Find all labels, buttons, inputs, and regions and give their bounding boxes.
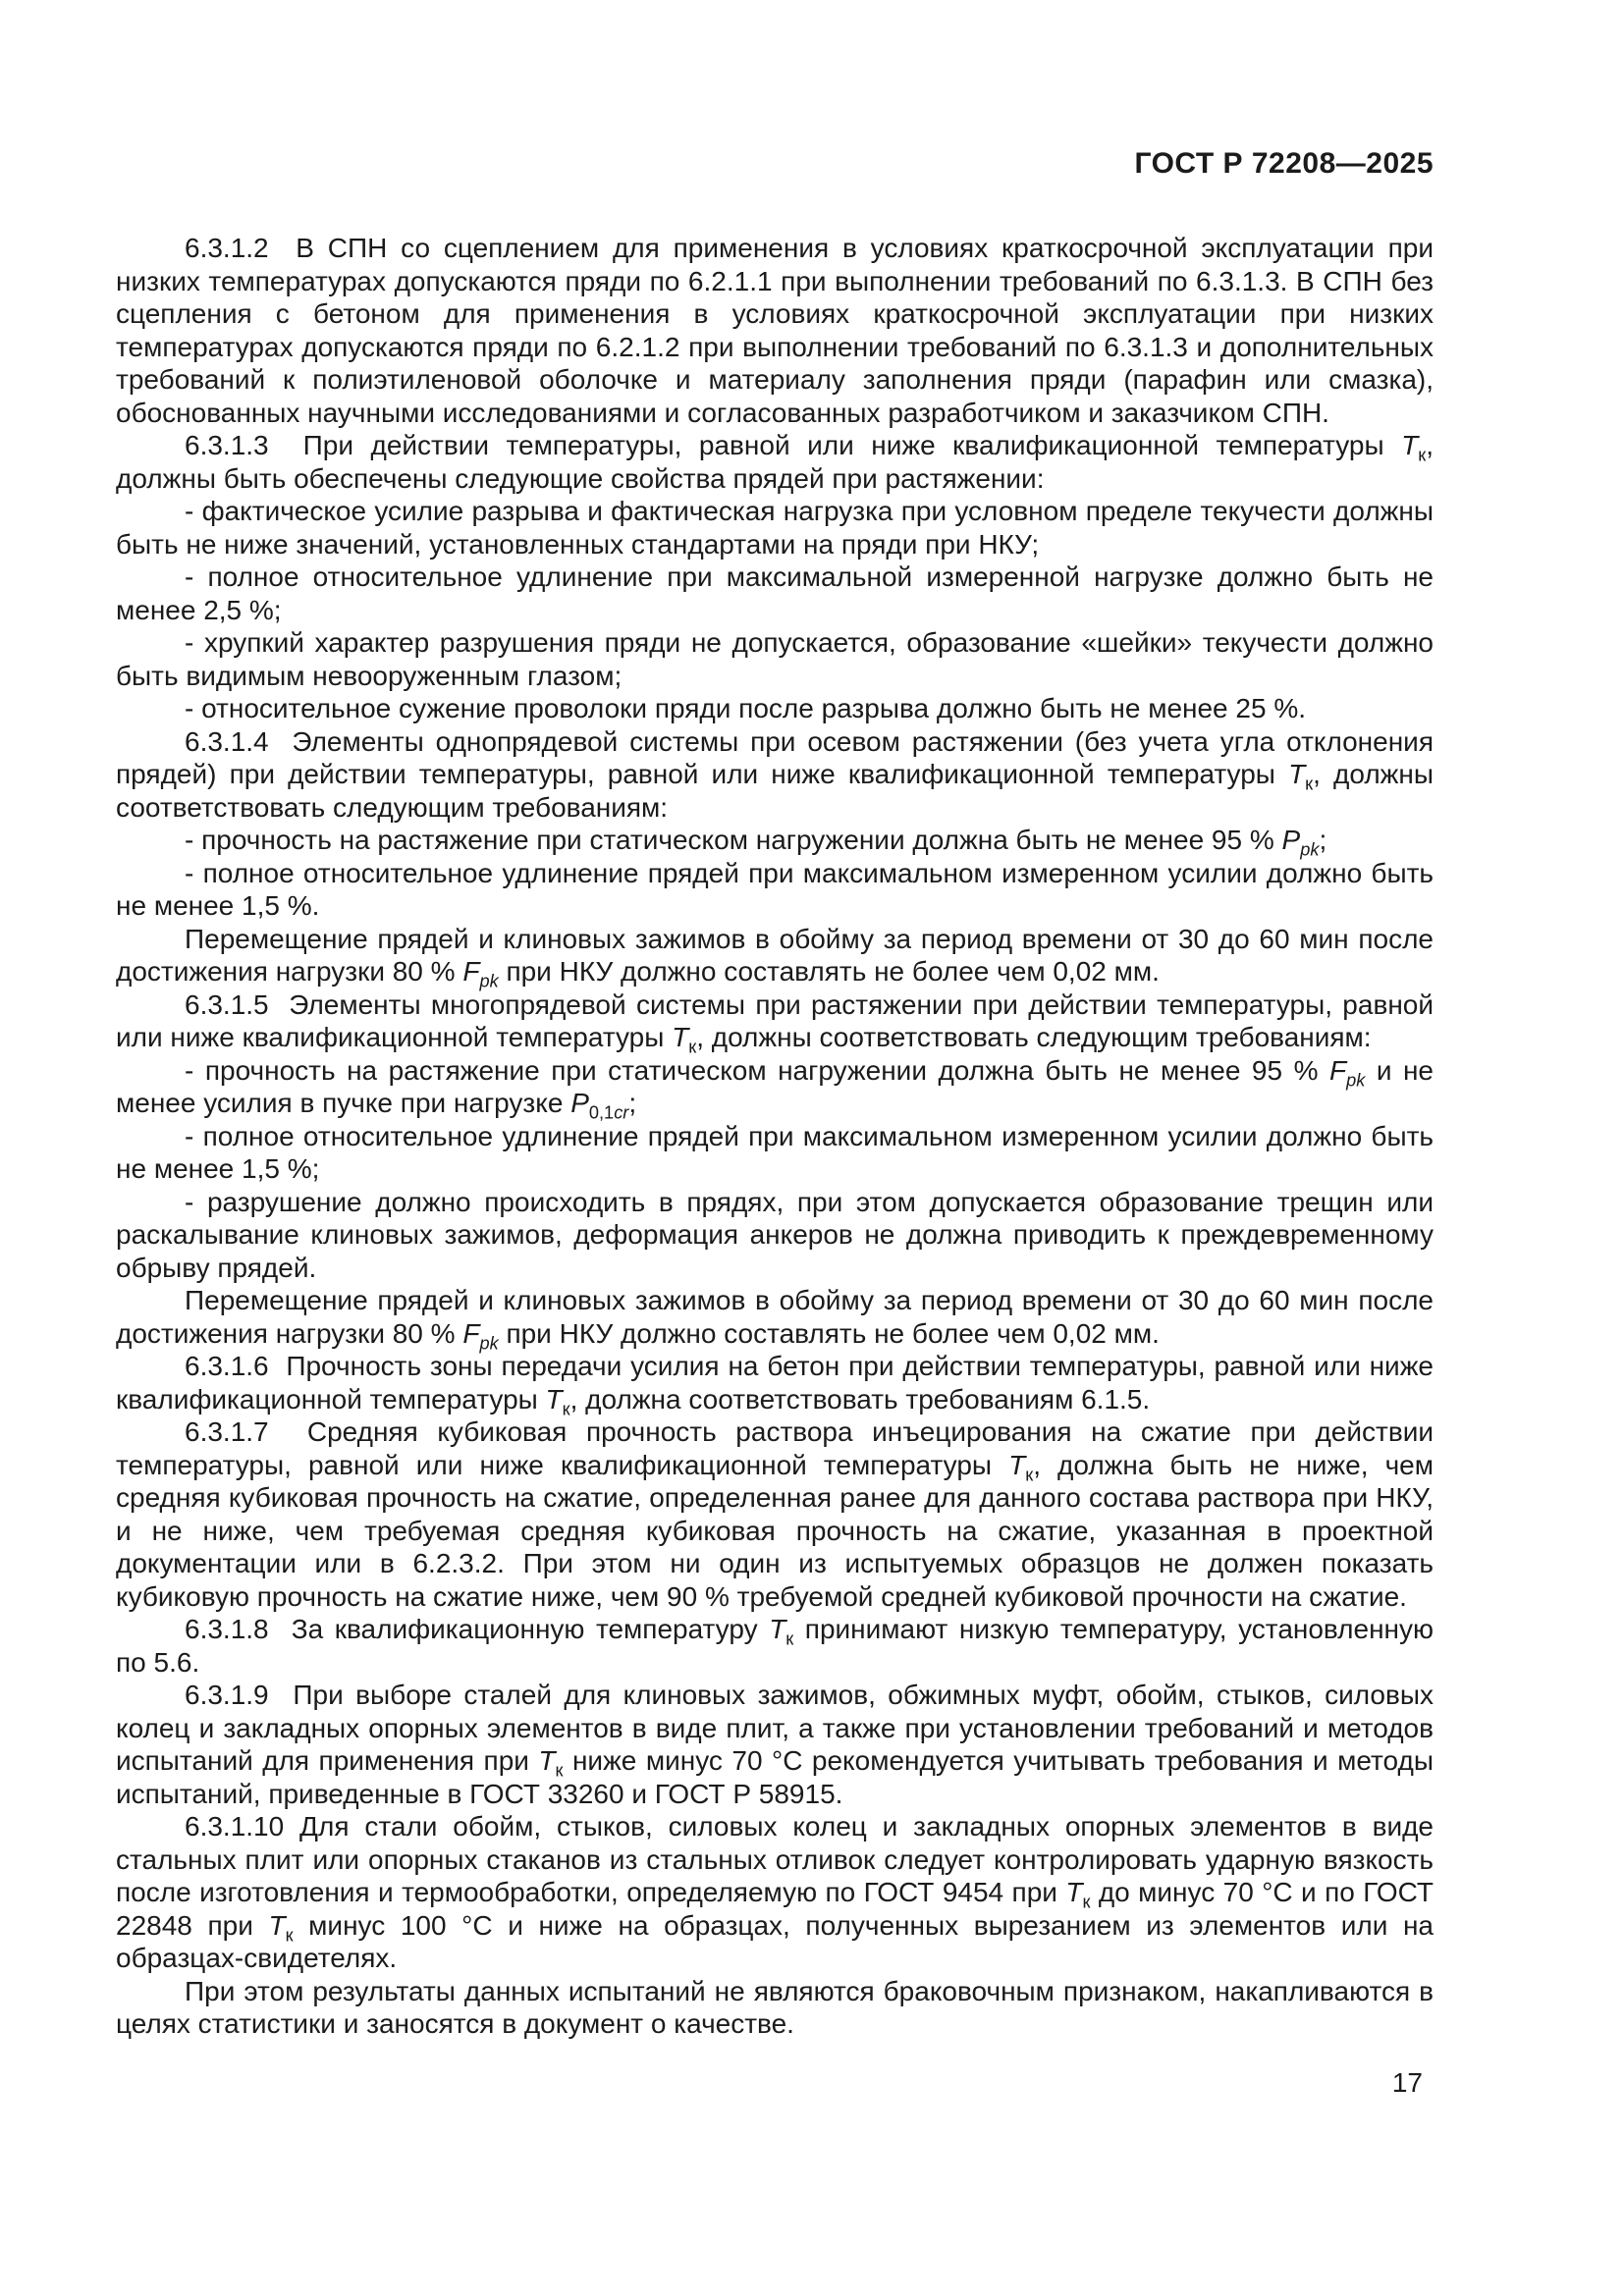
- math-symbol: F: [462, 956, 480, 987]
- math-subscript: к: [562, 1399, 570, 1419]
- math-subscript: к: [285, 1925, 294, 1946]
- paragraph-6.3.1.4: [116, 725, 1434, 825]
- text-run: - относительное сужение проволоки пряди после разрыва должно быть не менее 25 %.: [185, 693, 1307, 723]
- math-symbol: P: [1281, 825, 1301, 855]
- paragraph-6.3.1.10: [116, 1810, 1434, 1975]
- text-run: - прочность на растяжение при статическом нагружении должна быть не менее 95 %: [185, 825, 1282, 855]
- text-run: 6.3.1.9 При выборе сталей для клиновых зажимов, обжимных муфт, обойм, стыков, силовых колец и закладных опорных элементов в виде плит, а также при установлении требований и методов испытаний для применения при: [116, 1680, 1434, 1776]
- math-symbol: Т: [1065, 1877, 1083, 1907]
- paragraph-6.3.1.3-item-2: [116, 561, 1434, 626]
- text-run: и не менее усилия в пучке при нагрузке: [116, 1054, 1435, 1118]
- text-run: до минус 70 °С и по ГОСТ 22848 при: [116, 1877, 1434, 1941]
- paragraph-6.3.1.3: [116, 429, 1434, 495]
- text-run: принимают низкую температуру, установленную по 5.6.: [116, 1614, 1434, 1678]
- paragraph-6.3.1.5-note: [116, 1284, 1434, 1354]
- text-run: , должна быть не ниже, чем средняя кубиковая прочность на сжатие, определенная ранее для данного состава раствора при НКУ, и не ниже, чем требуемая средняя кубиковая прочность на сжатие, указанная в проектной документации или в 6.2.3.2. При этом ни один из испытуемых образцов не должен показать кубиковую прочность на сжатие ниже, чем 90 % требуемой средней кубиковой прочности на сжатие.: [116, 1449, 1434, 1612]
- text-run: 6.3.1.6 Прочность зоны передачи усилия на бетон при действии температуры, равной или ниже квалификационной температуры: [116, 1351, 1434, 1415]
- text-run: - полное относительное удлинение прядей при максимальном измеренном усилии должно быть не менее 1,5 %;: [116, 1120, 1434, 1184]
- math-symbol: Т: [1288, 759, 1306, 789]
- page-number: 17: [1391, 2067, 1423, 2098]
- math-symbol: P: [570, 1088, 589, 1118]
- math-symbol: Т: [769, 1614, 786, 1644]
- paragraph-6.3.1.3-item-4: [116, 692, 1434, 725]
- math-symbol: Т: [538, 1745, 556, 1776]
- paragraph-6.3.1.3-item-3: [116, 626, 1434, 692]
- text-run: 6.3.1.4 Элементы однопрядевой системы при осевом растяжении (без учета угла отклонения прядей) при действии температуры, равной или ниже квалификационной температуры: [116, 725, 1434, 789]
- paragraph-6.3.1.4-item-1: [116, 824, 1434, 860]
- paragraph-6.3.1.10-note: [116, 1975, 1434, 2041]
- paragraph-6.3.1.5-item-2: [116, 1120, 1434, 1186]
- text-run: 6.3.1.5 Элементы многопрядевой системы при растяжении при действии температуры, равной или ниже квалификационной температуры: [116, 988, 1434, 1052]
- text-run: ;: [1319, 825, 1327, 855]
- math-subscript: к: [1305, 774, 1314, 794]
- text-run: 6.3.1.7 Средняя кубиковая прочность раствора инъецирования на сжатие при действии температуры, равной или ниже квалификационной температуры: [116, 1416, 1434, 1480]
- math-subscript: pk: [479, 971, 499, 991]
- paragraph-6.3.1.4-note: [116, 923, 1434, 991]
- math-subscript: к: [555, 1760, 564, 1781]
- text-run: , должны быть обеспечены следующие свойства прядей при растяжении:: [116, 430, 1434, 494]
- math-subscript: pk: [1300, 839, 1320, 860]
- paragraph-6.3.1.5: [116, 988, 1434, 1057]
- math-symbol: Т: [1401, 430, 1419, 460]
- text-run: , должны соответствовать следующим требованиям:: [696, 1022, 1372, 1052]
- text-run: , должна соответствовать требованиям 6.1.5.: [569, 1383, 1151, 1415]
- text-run: Перемещение прядей и клиновых зажимов в обойму за период времени от 30 до 60 мин после достижения нагрузки 80 %: [116, 923, 1434, 987]
- paragraph-6.3.1.7: [116, 1415, 1434, 1613]
- paragraph-6.3.1.6: [116, 1350, 1434, 1419]
- text-run: 6.3.1.3 При действии температуры, равной или ниже квалификационной температуры: [185, 430, 1402, 460]
- text-run: ниже минус 70 °С рекомендуется учитывать требования и методы испытаний, приведенные в ГОСТ 33260 и ГОСТ Р 58915.: [116, 1745, 1434, 1809]
- math-symbol: Т: [545, 1383, 563, 1415]
- paragraph-6.3.1.5-item-1: [116, 1054, 1435, 1123]
- math-symbol: Т: [672, 1022, 689, 1052]
- paragraph-6.3.1.3-item-1: [116, 495, 1434, 561]
- text-run: 6.3.1.2 В СПН со сцеплением для применения в условиях краткосрочной эксплуатации при низких температурах допускаются пряди по 6.2.1.1 при выполнении требований по 6.3.1.3. В СПН без сцепления с бетоном для применения в условиях краткосрочной эксплуатации при низких температурах допускаются пряди по 6.2.1.2 при выполнении требований по 6.3.1.3 и дополнительных требований к полиэтиленовой оболочке и материалу заполнения пряди (парафин или смазка), обоснованных научными исследованиями и согласованных разработчиком и заказчиком СПН.: [116, 233, 1434, 428]
- text-run: при НКУ должно составлять не более чем 0,02 мм.: [498, 1317, 1160, 1349]
- text-run: При этом результаты данных испытаний не являются браковочным признаком, накапливаются в целях статистики и заносятся в документ о качестве.: [116, 1975, 1434, 2039]
- text-run: при НКУ должно составлять не более чем 0,02 мм.: [498, 956, 1160, 987]
- text-run: 6.3.1.10 Для стали обойм, стыков, силовых колец и закладных опорных элементов в виде стальных плит или опорных стаканов из стальных отливок следует контролировать ударную вязкость после изготовления и термообработки, определяемую по ГОСТ 9454 при: [116, 1811, 1434, 1907]
- math-symbol: F: [1328, 1054, 1347, 1086]
- text-run: Перемещение прядей и клиновых зажимов в обойму за период времени от 30 до 60 мин после достижения нагрузки 80 %: [116, 1285, 1434, 1349]
- text-run: - хрупкий характер разрушения пряди не допускается, образование «шейки» текучести должно быть видимым невооруженным глазом;: [116, 627, 1434, 691]
- paragraph-6.3.1.9: [116, 1679, 1434, 1810]
- paragraph-6.3.1.2: [116, 232, 1434, 429]
- math-subscript: pk: [1346, 1070, 1366, 1091]
- math-symbol: Т: [268, 1909, 286, 1941]
- text-run: - полное относительное удлинение при максимальной измеренной нагрузке должно быть не менее 2,5 %;: [116, 561, 1434, 625]
- math-subscript: к: [785, 1629, 794, 1649]
- math-symbol: F: [462, 1317, 480, 1349]
- text-run: - прочность на растяжение при статическом нагружении должна быть не менее 95 %: [185, 1054, 1329, 1086]
- math-subscript: к: [1418, 445, 1427, 465]
- text-run: 6.3.1.8 За квалификационную температуру: [185, 1614, 770, 1644]
- text-run: ;: [628, 1088, 637, 1118]
- math-subscript: к: [1082, 1892, 1091, 1912]
- math-symbol: Т: [1008, 1449, 1026, 1480]
- paragraph-6.3.1.5-item-3: [116, 1186, 1434, 1285]
- text-run: минус 100 °С и ниже на образцах, полученных вырезанием из элементов или на образцах-свидетелях.: [116, 1909, 1435, 1973]
- math-subscript: 0,1: [588, 1102, 615, 1123]
- paragraph-6.3.1.4-item-2: [116, 857, 1434, 923]
- math-subscript: pk: [479, 1333, 499, 1354]
- math-subscript: к: [1025, 1465, 1034, 1485]
- paragraph-6.3.1.8: [116, 1613, 1434, 1679]
- math-subscript: к: [688, 1037, 697, 1057]
- document-body: [116, 232, 1434, 2041]
- standard-number-header: ГОСТ Р 72208—2025: [1134, 147, 1434, 180]
- text-run: - полное относительное удлинение прядей при максимальном измеренном усилии должно быть не менее 1,5 %.: [116, 857, 1434, 921]
- text-run: - разрушение должно происходить в прядях, при этом допускается образование трещин или раскалывание клиновых зажимов, деформация анкеров не должна приводить к преждевременному обрыву прядей.: [116, 1186, 1434, 1283]
- text-run: - фактическое усилие разрыва и фактическая нагрузка при условном пределе текучести должны быть не ниже значений, установленных стандартами на пряди при НКУ;: [116, 496, 1434, 560]
- math-subscript: cr: [614, 1102, 629, 1123]
- text-run: , должны соответствовать следующим требованиям:: [116, 759, 1434, 823]
